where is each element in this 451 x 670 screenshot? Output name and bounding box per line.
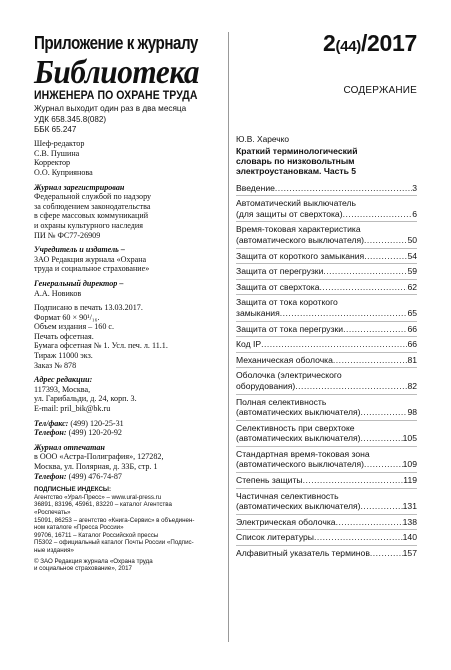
subscription-line: 36891, 83196, 45961, 83220 – каталог Агентства bbox=[34, 501, 172, 509]
toc-leader-dots bbox=[343, 324, 407, 335]
toc-page-number: 66 bbox=[407, 339, 417, 350]
toc-leader-dots bbox=[364, 251, 407, 262]
subscription-line: ные издания» bbox=[34, 546, 74, 554]
chief-editor-name: С.В. Пушина bbox=[34, 148, 80, 158]
toc-page-number: 66 bbox=[407, 323, 417, 334]
registration-line: в сфере массовых коммуникаций bbox=[34, 211, 149, 221]
founder-line: ЗАО Редакция журнала «Охрана bbox=[34, 254, 147, 264]
subscription-line: 15091, 86253 – агентство «Книга-Сервис» в объединен- bbox=[34, 516, 195, 524]
print-details bbox=[34, 303, 222, 370]
print-detail-line: Подписано в печать 13.03.2017. bbox=[34, 303, 143, 313]
toc-page-number: 81 bbox=[407, 354, 417, 365]
toc-item bbox=[236, 279, 417, 295]
toc-item-title: Введение bbox=[236, 182, 275, 193]
toc-item-title: оборудования) bbox=[236, 380, 296, 391]
toc-item bbox=[236, 294, 417, 320]
director-name: А.А. Новиков bbox=[34, 288, 82, 298]
toc-leader-dots bbox=[295, 381, 407, 392]
registration-line: ПИ № ФС77-26909 bbox=[34, 230, 101, 240]
article-title-line: Краткий терминологический bbox=[236, 146, 358, 156]
toc-leader-dots bbox=[303, 475, 404, 486]
toc-item-title: Защита от тока перегрузки bbox=[236, 323, 344, 334]
toc-leader-dots bbox=[360, 407, 407, 418]
toc-page-number: 50 bbox=[407, 234, 417, 245]
article-title-line: словарь по низковольтным bbox=[236, 156, 355, 167]
toc-item-title: Защита от короткого замыкания bbox=[236, 250, 365, 261]
article-title-line: электроустановкам. Часть 5 bbox=[236, 166, 357, 177]
copyright-line: © ЗАО Редакция журнала «Охрана труда bbox=[34, 557, 153, 565]
toc-leader-dots bbox=[370, 548, 403, 559]
registration-line: и охраны культурного наследия bbox=[34, 220, 143, 230]
toc-item bbox=[236, 394, 417, 420]
toc-item bbox=[236, 488, 417, 514]
subscription-line: П5302 – официальный каталог Почты России «Подпис- bbox=[34, 539, 194, 547]
toc-leader-dots bbox=[333, 355, 408, 366]
contents-column bbox=[236, 30, 417, 561]
toc-page-number: 98 bbox=[407, 407, 417, 418]
toc-item-title: Алфавитный указатель терминов bbox=[236, 548, 370, 559]
frequency-note: Журнал выходит один раз в два месяца bbox=[34, 104, 187, 113]
toc-item bbox=[236, 529, 417, 545]
toc-item bbox=[236, 446, 417, 472]
toc-leader-dots bbox=[275, 183, 412, 194]
toc-item-title: Время-токовая характеристика bbox=[236, 224, 361, 235]
bbk: ББК 65.247 bbox=[34, 124, 77, 134]
toc-item-title: (автоматического выключателя) bbox=[236, 459, 364, 470]
print-detail-line: Тираж 11000 экз. bbox=[34, 351, 93, 361]
founder-text bbox=[34, 255, 222, 274]
toc-item-title: Код IP bbox=[236, 339, 262, 350]
address-label: Адрес редакции: bbox=[34, 375, 93, 385]
issue-number: 2(44)/2017 bbox=[322, 30, 417, 56]
chief-editor-label: Шеф-редактор bbox=[34, 139, 85, 149]
toc-item-title: Частичная селективность bbox=[236, 490, 339, 501]
toc-page-number: 109 bbox=[402, 459, 417, 470]
toc-leader-dots bbox=[364, 235, 407, 246]
toc-leader-dots bbox=[343, 209, 413, 220]
address-text bbox=[34, 385, 222, 414]
print-detail-line: Бумага офсетная № 1. Усл. печ. л. 11.1. bbox=[34, 341, 168, 351]
printed-line: в ООО «Астра-Полиграфия», 127282, bbox=[34, 452, 164, 462]
registration-text bbox=[34, 192, 222, 240]
toc-item bbox=[236, 195, 417, 221]
toc-item bbox=[236, 514, 417, 530]
article-author: Ю.В. Харечко bbox=[236, 134, 290, 144]
toc-page-number: 54 bbox=[407, 250, 417, 261]
print-detail-line: Формат 60 × 90¹/₁₆. bbox=[34, 312, 100, 322]
print-detail-line: Печать офсетная. bbox=[34, 331, 94, 341]
subscription-line: Агентство «Урал-Пресс» – www.ural-press.ru bbox=[34, 493, 162, 501]
toc-page-number: 65 bbox=[407, 307, 417, 318]
toc-item-title: Автоматический выключатель bbox=[236, 198, 357, 209]
subscription-label: ПОДПИСНЫЕ ИНДЕКСЫ: bbox=[34, 486, 112, 494]
toc-page-number: 59 bbox=[407, 266, 417, 277]
toc-item-title: (автоматических выключателя) bbox=[236, 433, 361, 444]
imprint-column bbox=[34, 30, 222, 573]
contents-list bbox=[236, 181, 417, 561]
toc-item-title: (автоматического выключателя) bbox=[236, 234, 364, 245]
registration-label: Журнал зарегистрирован bbox=[34, 182, 125, 192]
subscription-text bbox=[34, 494, 222, 555]
phone-line: Телефон: (499) 120-20-92 bbox=[34, 428, 122, 438]
subscription-line: ном каталоге «Пресса России» bbox=[34, 524, 124, 532]
column-divider bbox=[228, 32, 229, 642]
toc-leader-dots bbox=[280, 308, 408, 319]
copyright-line: и социальное страхование», 2017 bbox=[34, 565, 132, 573]
corrector-label: Корректор bbox=[34, 158, 71, 168]
address-line: E-mail: pril_bik@bk.ru bbox=[34, 404, 111, 414]
toc-page-number: 138 bbox=[402, 516, 417, 527]
toc-item bbox=[236, 321, 417, 337]
registration-line: за соблюдением законодательства bbox=[34, 201, 151, 211]
toc-page-number: 157 bbox=[402, 548, 417, 559]
toc-page-number: 105 bbox=[402, 433, 417, 444]
toc-item-title: замыкания bbox=[236, 307, 280, 318]
registration-line: Федеральной службой по надзору bbox=[34, 192, 152, 202]
toc-item-title: Полная селективность bbox=[236, 396, 327, 407]
toc-item-title: (для защиты от сверхтока) bbox=[236, 208, 343, 219]
toc-item bbox=[236, 221, 417, 247]
magazine-title: Библиотека bbox=[34, 54, 200, 91]
toc-page-number: 82 bbox=[407, 380, 417, 391]
founder-label: Учредитель и издатель – bbox=[34, 245, 125, 255]
toc-leader-dots bbox=[320, 282, 408, 293]
toc-item bbox=[236, 181, 417, 196]
toc-leader-dots bbox=[314, 532, 403, 543]
printed-label: Журнал отпечатан bbox=[34, 442, 105, 452]
subscription-line: «Роспечать» bbox=[34, 508, 71, 516]
print-detail-line: Объем издания – 160 с. bbox=[34, 322, 115, 332]
toc-page-number: 3 bbox=[412, 182, 417, 193]
toc-item bbox=[236, 472, 417, 488]
toc-page-number: 140 bbox=[402, 532, 417, 543]
toc-item-title: Степень защиты bbox=[236, 475, 303, 486]
subscription-line: 99706, 16711 – Каталог Российской прессы bbox=[34, 531, 159, 539]
toc-item bbox=[236, 263, 417, 279]
toc-item-title: Защита от сверхтока bbox=[236, 281, 320, 292]
toc-page-number: 131 bbox=[402, 501, 417, 512]
article-title bbox=[236, 146, 417, 177]
toc-item-title: Список литературы bbox=[236, 532, 314, 543]
toc-leader-dots bbox=[364, 459, 403, 470]
toc-item bbox=[236, 352, 417, 368]
corrector-name: О.О. Куприянова bbox=[34, 167, 93, 177]
printed-line: Москва, ул. Полярная, д. 33Б, стр. 1 bbox=[34, 462, 158, 471]
address-line: ул. Гарибальди, д. 24, корп. 3. bbox=[34, 394, 137, 404]
contents-heading: СОДЕРЖАНИЕ bbox=[343, 85, 417, 96]
toc-item bbox=[236, 367, 417, 393]
telfax-line: Тел/факс: (499) 120-25-31 bbox=[34, 418, 124, 428]
toc-item-title: Селективность при сверхтоке bbox=[236, 422, 355, 433]
toc-leader-dots bbox=[360, 501, 402, 512]
toc-leader-dots bbox=[336, 517, 403, 528]
toc-item bbox=[236, 336, 417, 352]
printed-text bbox=[34, 452, 222, 471]
toc-item-title: Электрическая оболочка bbox=[236, 516, 336, 527]
toc-item-title: (автоматических выключателя) bbox=[236, 407, 361, 418]
supplement-title: Приложение к журналу bbox=[34, 32, 198, 53]
founder-line: труда и социальное страхование» bbox=[34, 264, 150, 274]
toc-item-title: Механическая оболочка bbox=[236, 354, 333, 365]
toc-leader-dots bbox=[323, 266, 407, 277]
toc-leader-dots bbox=[261, 339, 407, 350]
printer-phone-line: Телефон: (499) 476-74-87 bbox=[34, 471, 122, 481]
toc-page-number: 6 bbox=[412, 208, 417, 219]
udk: УДК 658.345.8(082) bbox=[34, 115, 107, 124]
print-detail-line: Заказ № 878 bbox=[34, 360, 77, 370]
toc-item-title: (автоматических выключателя) bbox=[236, 501, 361, 512]
director-label: Генеральный директор – bbox=[34, 278, 124, 288]
toc-item-title: Стандартная время-токовая зона bbox=[236, 448, 370, 459]
magazine-subtitle: ИНЖЕНЕРА ПО ОХРАНЕ ТРУДА bbox=[34, 88, 198, 102]
toc-item-title: Оболочка (электрического bbox=[236, 370, 342, 381]
address-line: 117393, Москва, bbox=[34, 384, 91, 394]
toc-item bbox=[236, 420, 417, 446]
toc-item bbox=[236, 545, 417, 561]
toc-item-title: Защита от перегрузки bbox=[236, 266, 324, 277]
toc-leader-dots bbox=[360, 433, 402, 444]
copyright bbox=[34, 558, 222, 573]
toc-page-number: 119 bbox=[403, 475, 417, 486]
toc-page-number: 62 bbox=[407, 281, 417, 292]
toc-item-title: Защита от тока короткого bbox=[236, 297, 338, 308]
toc-item bbox=[236, 248, 417, 264]
